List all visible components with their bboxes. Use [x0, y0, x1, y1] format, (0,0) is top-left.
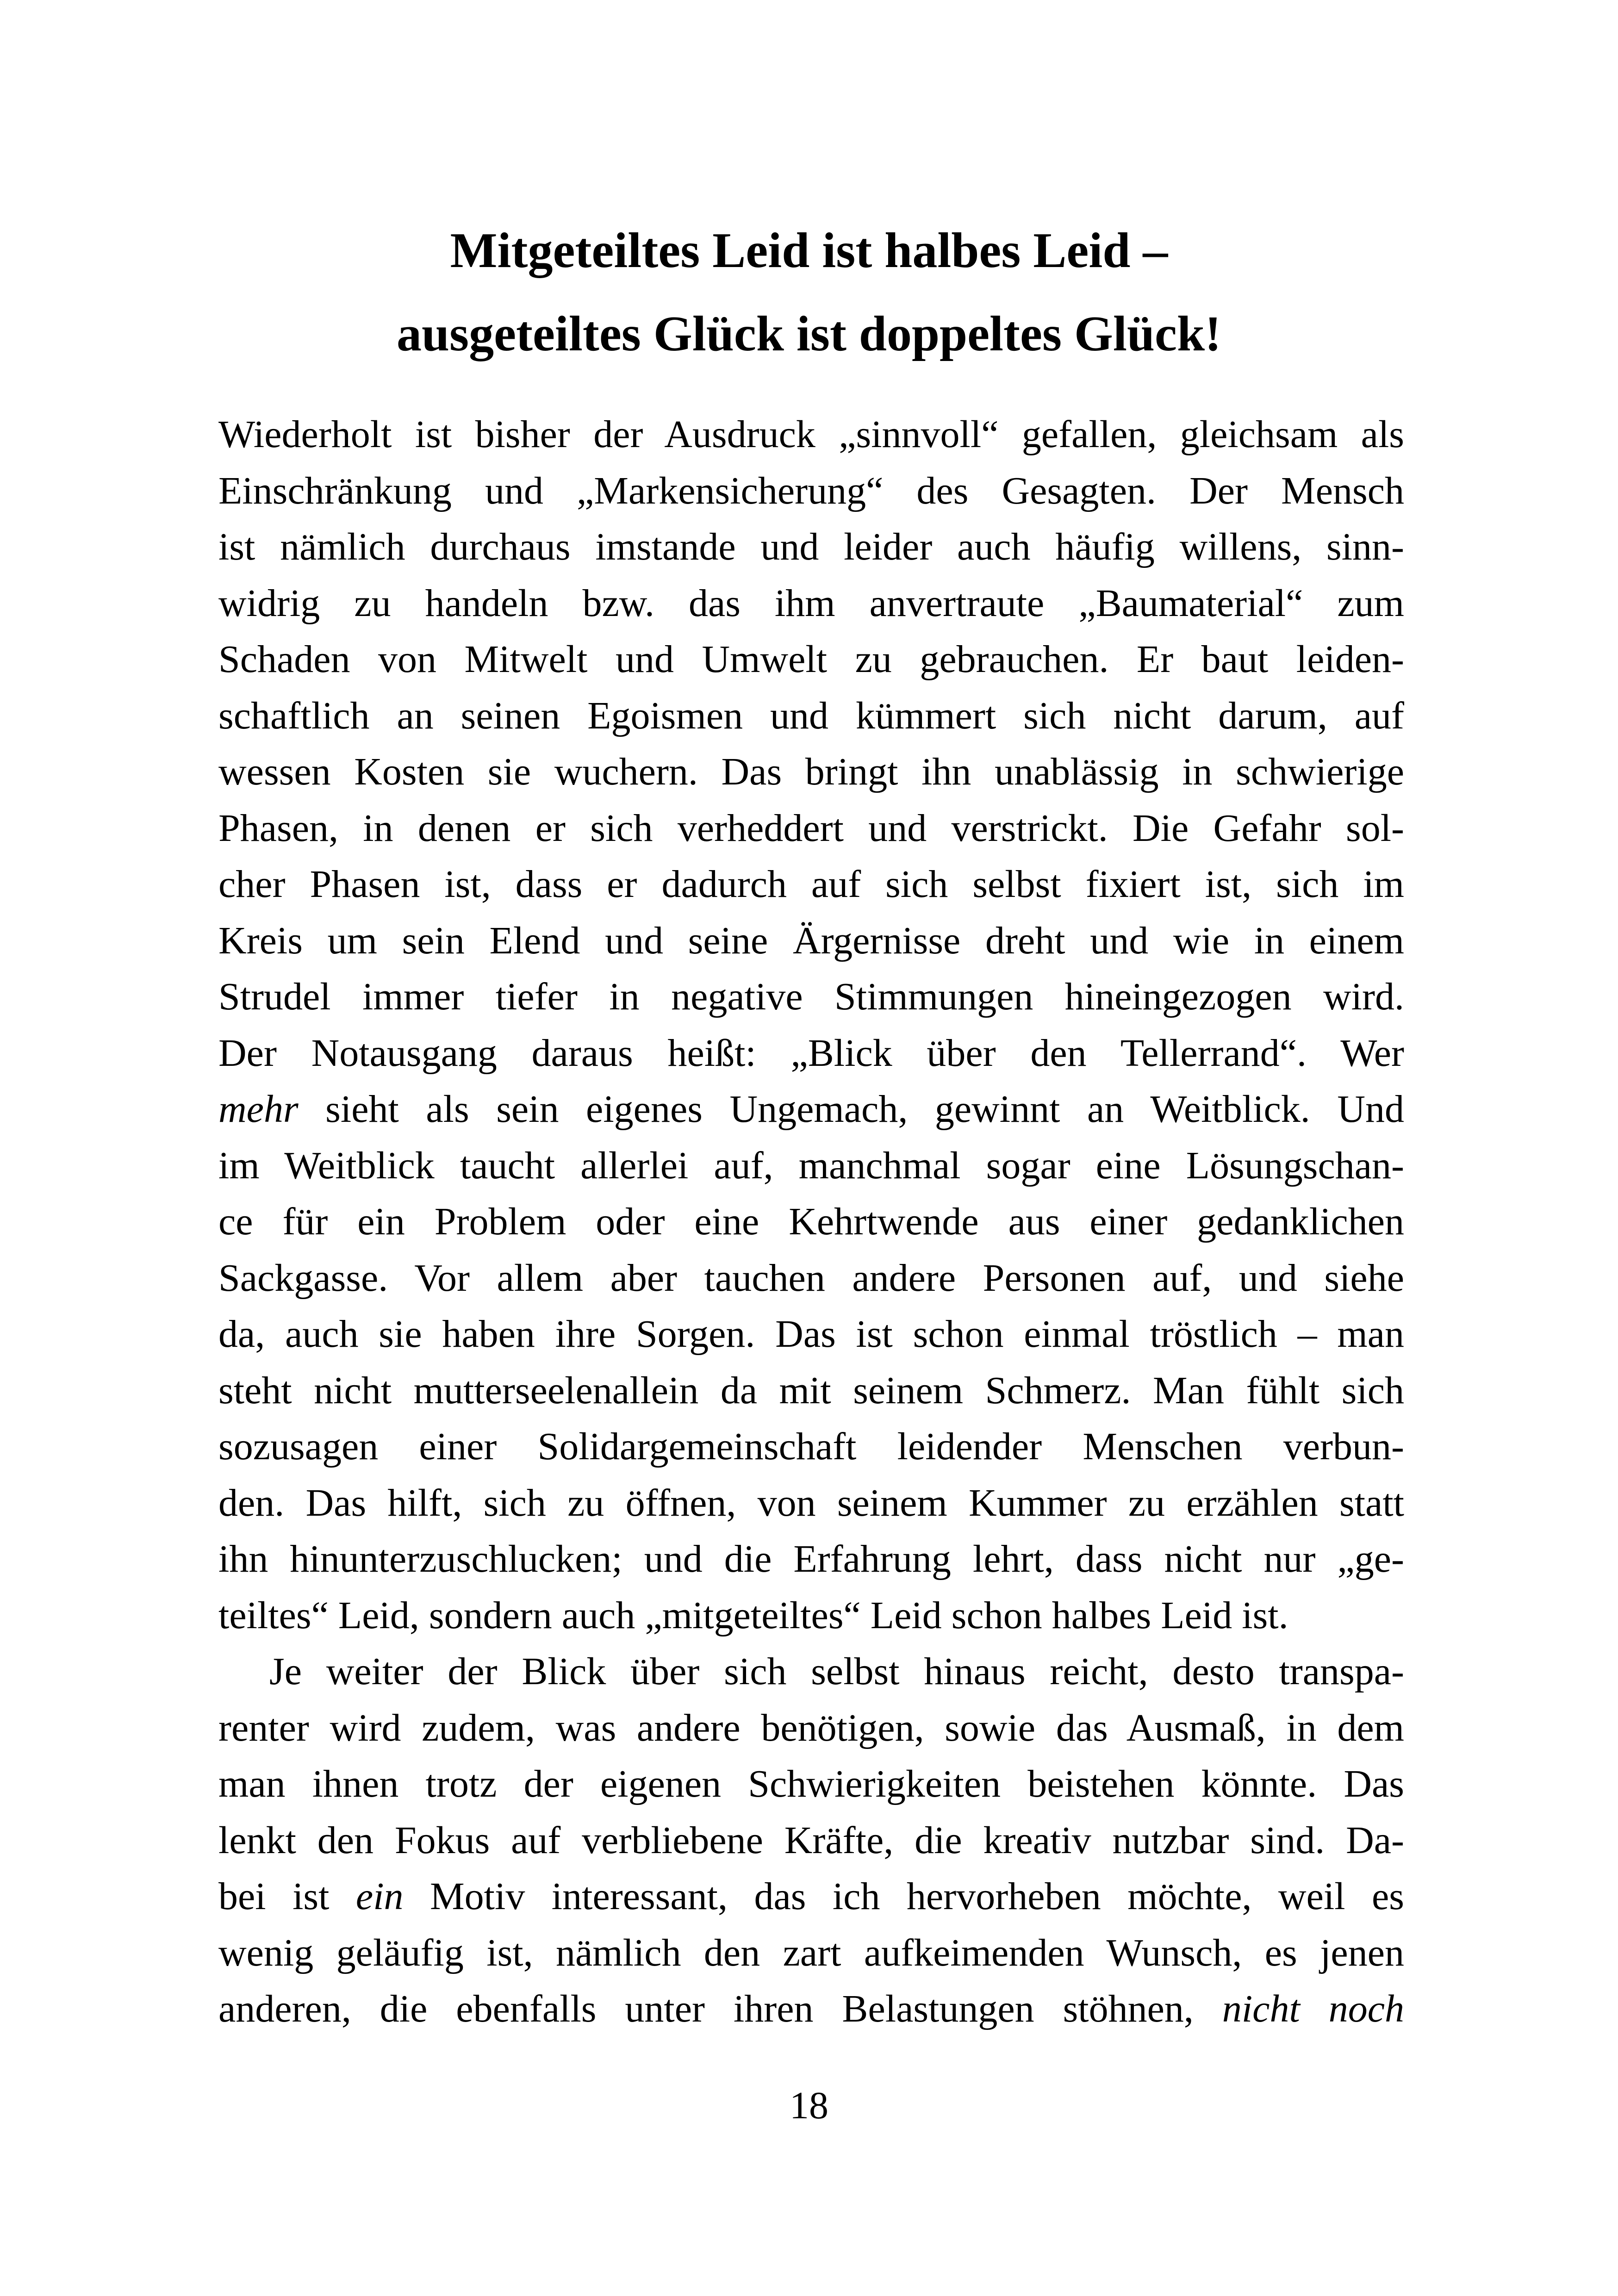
text-line: [218, 1081, 1404, 1138]
text-line: ist nämlich durchaus imstande und leider auch häufig willens, sinn-: [218, 525, 1404, 568]
text-line: widrig zu handeln bzw. das ihm anvertraute „Baumaterial“ zum: [218, 581, 1404, 625]
text-line: wessen Kosten sie wuchern. Das bringt ihn unablässig in schwierige: [218, 750, 1404, 793]
text-line: sozusagen einer Solidargemeinschaft leidender Menschen verbun-: [218, 1425, 1404, 1468]
text-line: steht nicht mutterseelenallein da mit seinem Schmerz. Man fühlt sich: [218, 1369, 1404, 1412]
text-line: Einschränkung und „Markensicherung“ des Gesagten. Der Mensch: [218, 469, 1404, 512]
text-line: wenig geläufig ist, nämlich den zart aufkeimenden Wunsch, es jenen: [218, 1931, 1404, 1974]
text-line: Kreis um sein Elend und seine Ärgernisse dreht und wie in einem: [218, 919, 1404, 962]
text-line: Strudel immer tiefer in negative Stimmungen hineingezogen wird.: [218, 975, 1404, 1018]
emphasis: mehr: [218, 1088, 299, 1131]
text-line: [218, 1981, 1404, 2037]
text-line: cher Phasen ist, dass er dadurch auf sich selbst fixiert ist, sich im: [218, 863, 1404, 906]
text-line: Wiederholt ist bisher der Ausdruck „sinnvoll“ gefallen, gleichsam als: [218, 413, 1404, 456]
emphasis: ein: [355, 1875, 404, 1918]
text-line: Sackgasse. Vor allem aber tauchen andere Personen auf, und siehe: [218, 1256, 1404, 1300]
text-segment: anderen, die ebenfalls unter ihren Belastungen stöhnen,: [218, 1987, 1222, 2030]
text-line: teiltes“ Leid, sondern auch „mitgeteiltes“ Leid schon halbes Leid ist.: [218, 1593, 1288, 1637]
text-line: da, auch sie haben ihre Sorgen. Das ist schon einmal tröstlich – man: [218, 1313, 1404, 1356]
emphasis: nicht noch: [1222, 1987, 1404, 2030]
text-line: im Weitblick taucht allerlei auf, manchmal sogar eine Lösungschan-: [218, 1144, 1404, 1187]
text-segment: Motiv interessant, das ich hervorheben möchte, weil es: [403, 1875, 1404, 1918]
text-line: lenkt den Fokus auf verbliebene Kräfte, die kreativ nutzbar sind. Da-: [218, 1818, 1404, 1862]
text-line: Schaden von Mitwelt und Umwelt zu gebrauchen. Er baut leiden-: [218, 638, 1404, 681]
text-line: schaftlich an seinen Egoismen und kümmert sich nicht darum, auf: [218, 694, 1404, 737]
body-text: [218, 406, 1404, 2037]
text-line: renter wird zudem, was andere benötigen, sowie das Ausmaß, in dem: [218, 1706, 1404, 1749]
text-line: [218, 1868, 1404, 1925]
text-line: Je weiter der Blick über sich selbst hinaus reicht, desto transpa-: [269, 1650, 1404, 1693]
chapter-title-line-2: ausgeteiltes Glück ist doppeltes Glück!: [396, 306, 1222, 361]
text-line: ihn hinunterzuschlucken; und die Erfahrung lehrt, dass nicht nur „ge-: [218, 1537, 1404, 1580]
text-segment: bei ist: [218, 1875, 356, 1918]
text-line: Phasen, in denen er sich verheddert und verstrickt. Die Gefahr sol-: [218, 806, 1404, 850]
chapter-title: [0, 209, 1618, 376]
text-line: Der Notausgang daraus heißt: „Blick über den Tellerrand“. Wer: [218, 1031, 1404, 1075]
page-number: 18: [790, 2084, 828, 2127]
text-line: ce für ein Problem oder eine Kehrtwende aus einer gedanklichen: [218, 1200, 1404, 1243]
text-segment: sieht als sein eigenes Ungemach, gewinnt an Weitblick. Und: [298, 1088, 1404, 1131]
text-line: man ihnen trotz der eigenen Schwierigkeiten beistehen könnte. Das: [218, 1762, 1404, 1805]
chapter-title-line-1: Mitgeteiltes Leid ist halbes Leid –: [450, 223, 1168, 278]
text-line: den. Das hilft, sich zu öffnen, von seinem Kummer zu erzählen statt: [218, 1481, 1404, 1524]
